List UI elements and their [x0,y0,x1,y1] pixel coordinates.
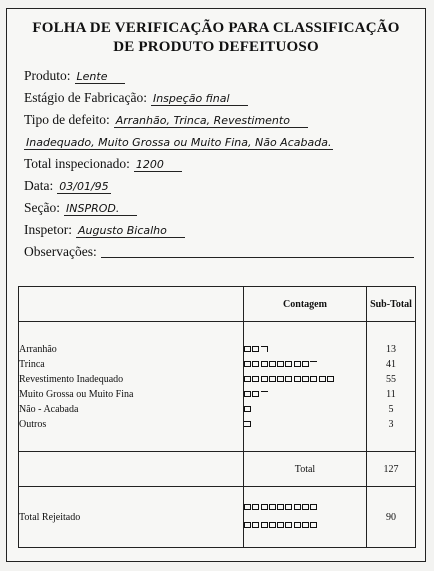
tally-line [244,417,366,432]
tally-mark [269,376,276,382]
total-row [19,452,416,487]
field-inspetor [24,216,414,238]
tally-mark [277,504,284,510]
tally-mark [310,522,317,528]
tally-mark [244,504,251,510]
tally-mark [261,504,268,510]
obs-label: Observações: [24,244,97,259]
tally-mark [244,406,251,412]
tally-mark [310,504,317,510]
tally-mark [277,361,284,367]
rejeitado-value: 90 [367,487,416,548]
form-fields [24,62,414,260]
tally-mark [244,346,251,352]
field-produto [24,62,414,84]
field-tipo [24,106,414,128]
tally-mark [261,391,268,397]
subtotal-value: 5 [388,403,394,415]
subtotal-value: 3 [388,418,394,430]
tally-mark [310,376,317,382]
tally-mark [244,421,251,427]
tally-table [18,286,416,548]
tally-line [244,372,366,387]
tally-mark [285,522,292,528]
inspetor-label: Inspetor: [24,222,72,237]
tally-mark [252,522,259,528]
produto-value: Lente [75,70,126,84]
tally-line [244,517,366,535]
tally-mark [269,504,276,510]
tally-mark [277,376,284,382]
tally-line [244,387,366,402]
field-estagio [24,84,414,106]
category-name: Trinca [19,358,45,370]
tally-mark [261,346,268,352]
produto-label: Produto: [24,68,71,83]
category-name: Arranhão [19,343,57,355]
secao-value: INSPROD. [64,202,137,216]
field-data [24,172,414,194]
inspetor-value: Augusto Bicalho [76,224,185,238]
title-line-2: DE PRODUTO DEFEITUOSO [113,39,319,55]
field-tipo-cont [24,128,414,150]
subtotal-value: 11 [386,388,396,400]
obs-line [101,257,414,258]
form-title [7,19,425,57]
tally-mark [294,376,301,382]
tally-mark [244,522,251,528]
subtotal-value: 41 [386,358,396,370]
category-name: Não - Acabada [19,403,79,415]
category-name: Outros [19,418,47,430]
table-header-row [19,287,416,322]
tally-mark [302,522,309,528]
tally-mark [252,376,259,382]
tally-mark [252,361,259,367]
header-contagem: Contagem [244,287,367,322]
tipo-value-line2: Inadequado, Muito Grossa ou Muito Fina, Não Acabada. [26,136,332,149]
header-subtotal: Sub-Total [367,287,416,322]
tally-mark [302,361,309,367]
tally-mark [302,376,309,382]
estagio-label: Estágio de Fabricação: [24,90,147,105]
data-label: Data: [24,178,54,193]
tally-mark [269,361,276,367]
tally-mark [319,376,326,382]
estagio-value: Inspeção final [151,92,248,106]
tally-mark [252,346,259,352]
category-cell [19,322,244,452]
tally-mark [285,504,292,510]
tally-mark [310,361,317,367]
tally-mark [277,522,284,528]
table-body-row [19,322,416,452]
field-secao [24,194,414,216]
tally-mark [285,376,292,382]
tally-cell [244,322,367,452]
total-empty [19,452,244,487]
tally-mark [285,361,292,367]
total-value: 127 [367,452,416,487]
tally-mark [244,391,251,397]
title-line-1: FOLHA DE VERIFICAÇÃO PARA CLASSIFICAÇÃO [32,20,400,36]
tally-mark [294,522,301,528]
tally-mark [294,504,301,510]
tally-mark [302,504,309,510]
tally-mark [252,504,259,510]
tally-mark [244,376,251,382]
category-name: Muito Grossa ou Muito Fina [19,388,134,400]
subtotal-value: 13 [386,343,396,355]
subtotal-cell [367,322,416,452]
category-name: Revestimento Inadequado [19,373,124,385]
subtotal-value: 55 [386,373,396,385]
rejeitado-label: Total Rejeitado [19,487,244,548]
total-label: Total inspecionado: [24,156,130,171]
tally-line [244,402,366,417]
field-observacoes [24,238,414,260]
field-total [24,150,414,172]
total-label: Total [244,452,367,487]
tally-line [244,499,366,517]
tally-mark [261,376,268,382]
tipo-label: Tipo de defeito: [24,112,110,127]
tally-mark [269,522,276,528]
data-value: 03/01/95 [59,180,109,193]
secao-label: Seção: [24,200,60,215]
tally-mark [252,391,259,397]
tally-mark [327,376,334,382]
rejeitado-row [19,487,416,548]
tipo-value-line1: Arranhão, Trinca, Revestimento [114,114,308,128]
header-empty [19,287,244,322]
tally-line [244,342,366,357]
tally-mark [294,361,301,367]
tally-mark [261,522,268,528]
total-value: 1200 [134,158,182,172]
tally-mark [244,361,251,367]
rejeitado-tally [244,487,367,548]
tally-mark [261,361,268,367]
tally-line [244,357,366,372]
